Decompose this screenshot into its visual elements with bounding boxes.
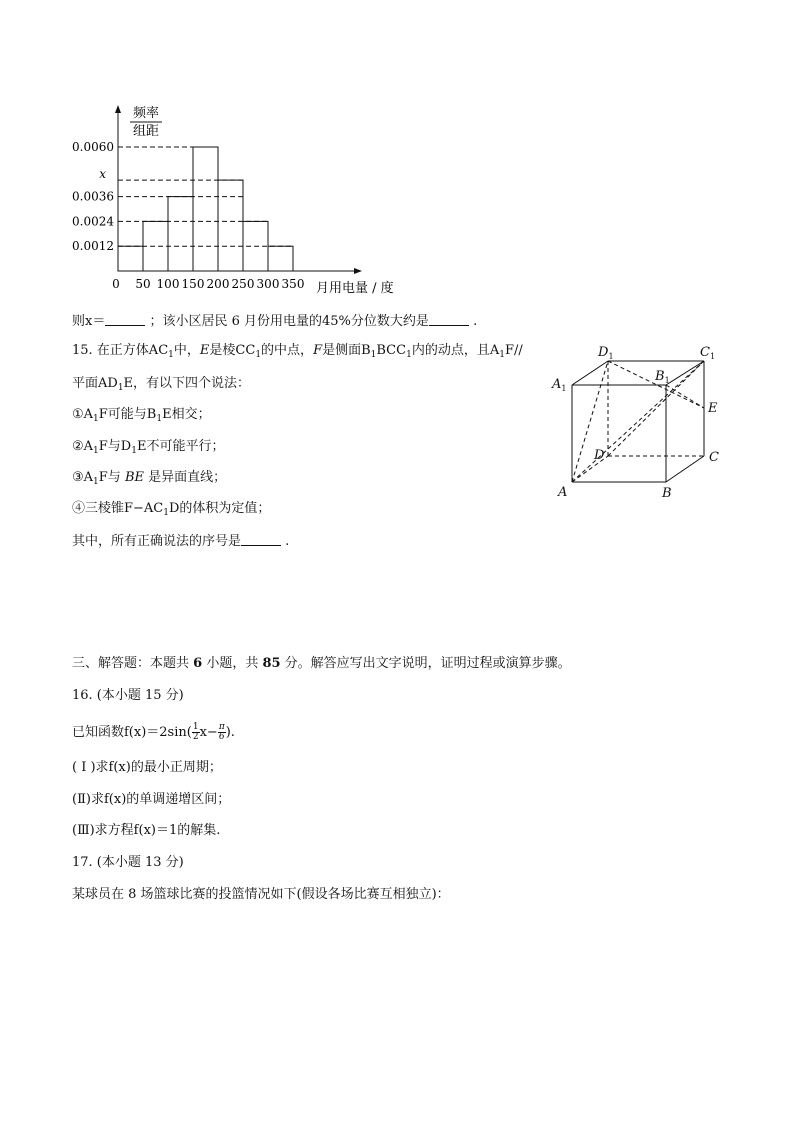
q15-statement-3: $③A_1F$与 BE 是异面直线； [72, 470, 227, 487]
label-C: C [709, 450, 719, 465]
q15-line1: 15. 在正方体$AC_1$中，E是棱$CC_1$的中点，F是侧面$B_1BCC_1$内的动点，且$A_1F//$ [72, 343, 523, 360]
y-tick-label: 0.0060 [72, 140, 114, 154]
ylabel-bottom: 组距 [132, 124, 160, 139]
label-B: B [662, 486, 672, 501]
x-tick-label: 150 [181, 277, 205, 291]
q16-part-1: ( Ⅰ )求f(x)的最小正周期； [72, 760, 222, 775]
origin-label: 0 [112, 277, 120, 291]
label-A: A [558, 485, 568, 500]
y-tick-label: 0.0012 [72, 239, 114, 254]
label-D1: $D_1$ [598, 345, 614, 361]
y-tick-label: 0.0036 [72, 189, 114, 204]
histogram-bar-200-250 [218, 180, 243, 271]
q16-part-3: (Ⅲ)求方程f(x)＝1的解集. [72, 823, 221, 838]
histogram-bar-150-200 [193, 147, 218, 271]
q15-question: 其中，所有正确说法的序号是 . [72, 534, 290, 549]
histogram-bar-100-150 [168, 197, 193, 271]
label-D: D [594, 448, 605, 463]
q17-text: 某球员在 8 场篮球比赛的投篮情况如下(假设各场比赛互相独立)： [72, 887, 450, 902]
y-tick-label: x [99, 167, 106, 182]
label-A1: $A_1$ [552, 377, 567, 393]
x-tick-label: 350 [281, 277, 305, 291]
y-tick-label: 0.0024 [72, 214, 114, 229]
x-tick-label: 300 [256, 277, 280, 291]
q15-statement-1: $①A_1F$可能与$B_1E$相交； [72, 407, 211, 424]
fraction-pi-over-six: $\frac{\pi}{6}$ [218, 722, 225, 742]
answer-blank-q15[interactable] [241, 533, 281, 546]
x-tick-label: 200 [206, 277, 230, 291]
x-tick-label: 100 [156, 277, 180, 291]
answer-blank-x[interactable] [105, 313, 145, 326]
q15-statement-4: ④三棱锥$F-AC_1D$的体积为定值； [72, 501, 271, 518]
fraction-one-half: $\frac{1}{2}$ [192, 722, 199, 742]
q16-given: 已知函数f(x)＝2sin( $\frac{1}{2}$ x− $\frac{\pi}{6}$ ). [72, 722, 235, 742]
label-E: E [708, 401, 718, 416]
histogram [66, 100, 426, 300]
ylabel-top: 频率 [132, 106, 160, 121]
q15-statement-2: $②A_1F$与$D_1E$不可能平行； [72, 439, 225, 456]
x-tick-label: 50 [135, 277, 151, 291]
x-axis-label: 月用电量 / 度 [316, 281, 394, 296]
label-C1: $C_1$ [700, 345, 716, 361]
answer-blank-percentile[interactable] [429, 313, 469, 326]
label-B1: $B_1$ [655, 369, 670, 385]
q16-part-2: (Ⅱ)求f(x)的单调递增区间； [72, 792, 231, 807]
q14-tail: 则x＝ ；该小区居民 6 月份用电量的45%分位数大约是 . [72, 314, 478, 329]
cube-figure [548, 342, 728, 502]
x-tick-label: 250 [231, 277, 255, 291]
histogram-bar-0-50 [118, 246, 143, 271]
section3-heading: 三、解答题：本题共 6 小题，共 85 分。解答应写出文字说明，证明过程或演算步骤。 [72, 656, 571, 671]
q17-heading: 17. (本小题 13 分) [72, 855, 184, 870]
q16-heading: 16. (本小题 15 分) [72, 688, 184, 703]
histogram-bar-300-350 [268, 246, 293, 271]
x-axis-arrow [354, 268, 362, 274]
q15-line2: 平面$AD_1E$，有以下四个说法： [72, 376, 251, 393]
y-axis-arrow [115, 105, 121, 113]
